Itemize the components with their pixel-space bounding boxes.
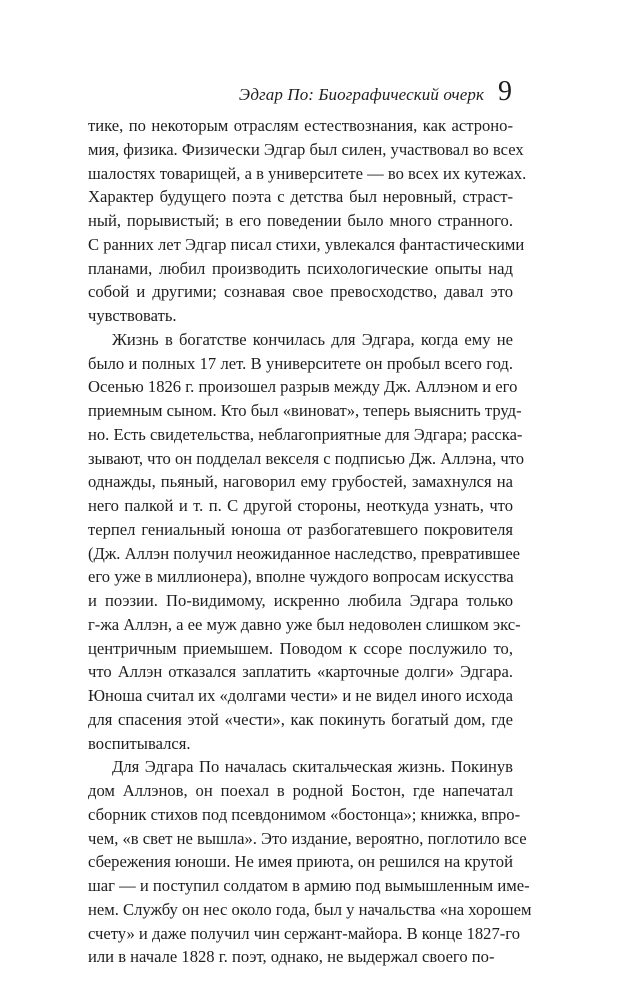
text-line: собой и другими; сознавая свое превосходство, давал это	[88, 282, 513, 302]
text-line: приемным сыном. Кто был «виноват», теперь выяснить труд-	[88, 401, 522, 420]
text-line: шалостях товарищей, а в университете — во всех их кутежах.	[88, 163, 527, 183]
text-line: для спасения этой «чести», как покинуть богатый дом, где	[88, 709, 513, 729]
text-line: Юноша считал их «долгами чести» и не видел иного исхода	[88, 686, 513, 705]
text-line: Осенью 1826 г. произошел разрыв между Дж. Аллэном и его	[88, 377, 518, 397]
text-line: чем, «в свет не вышла». Это издание, вероятно, поглотило все	[88, 828, 527, 848]
text-line: шаг — и поступил солдатом в армию под вымышленным име-	[88, 876, 530, 895]
text-line: С ранних лет Эдгар писал стихи, увлекался фантастическими	[88, 234, 525, 254]
text-line: чувствовать.	[88, 306, 177, 325]
text-line: его уже в миллионера), вполне чуждого вопросам искусства	[88, 567, 514, 587]
text-line: нем. Службу он нес около года, был у начальства «на хорошем	[88, 899, 532, 919]
text-line: было и полных 17 лет. В университете он пробыл всего год.	[88, 353, 513, 373]
paragraph	[88, 755, 532, 969]
text-line: Характер будущего поэта с детства был неровный, страст-	[88, 187, 513, 207]
text-line: г-жа Аллэн, а ее муж давно уже был недоволен слишком экс-	[88, 614, 521, 634]
running-head-title: Эдгар По: Биографический очерк	[238, 85, 484, 104]
text-line: Для Эдгара По началась скитальческая жизнь. Покинув	[112, 757, 513, 777]
paragraph	[88, 328, 525, 756]
text-line: мия, физика. Физически Эдгар был силен, участвовал во всех	[88, 139, 524, 159]
text-line: воспитывался.	[88, 733, 191, 753]
page-number: 9	[498, 76, 512, 107]
text-line: или в начале 1828 г. поэт, однако, не выдержал своего по-	[88, 947, 495, 967]
body-text	[88, 114, 532, 969]
text-line: зывают, что он подделал векселя с подписью Дж. Аллэна, что	[88, 448, 525, 468]
text-line: сбережения юноши. Не имея приюта, он решился на крутой	[88, 852, 513, 872]
text-line: Жизнь в богатстве кончилась для Эдгара, когда ему не	[112, 329, 513, 349]
text-line: дом Аллэнов, он поехал в родной Бостон, где напечатал	[88, 781, 513, 800]
text-line: центричным приемышем. Поводом к ссоре послужило то,	[88, 638, 513, 658]
text-line: но. Есть свидетельства, неблагоприятные для Эдгара; расска-	[88, 424, 523, 444]
text-line: счету» и даже получил чин сержант-майора. В конце 1827-го	[88, 923, 520, 943]
text-line: тике, по некоторым отраслям естествознания, как астроно-	[88, 116, 513, 135]
paragraph	[88, 114, 527, 328]
running-head	[239, 78, 512, 106]
text-line: сборник стихов под псевдонимом «бостонца»; книжка, впро-	[88, 804, 521, 824]
text-line: планами, любил производить психологические опыты над	[88, 258, 513, 278]
text-line: терпел гениальный юноша от разбогатевшего покровителя	[88, 519, 513, 539]
text-line: (Дж. Аллэн получил неожиданное наследство, превратившее	[88, 543, 521, 563]
text-line: однажды, пьяный, наговорил ему грубостей, замахнулся на	[88, 472, 513, 492]
text-line: него палкой и т. п. С другой стороны, неоткуда узнать, что	[88, 496, 513, 515]
text-line: ный, порывистый; в его поведении было много странного.	[88, 211, 513, 230]
text-line: и поэзии. По-видимому, искренно любила Эдгара только	[88, 591, 513, 610]
text-line: что Аллэн отказался заплатить «карточные долги» Эдгара.	[88, 662, 513, 682]
